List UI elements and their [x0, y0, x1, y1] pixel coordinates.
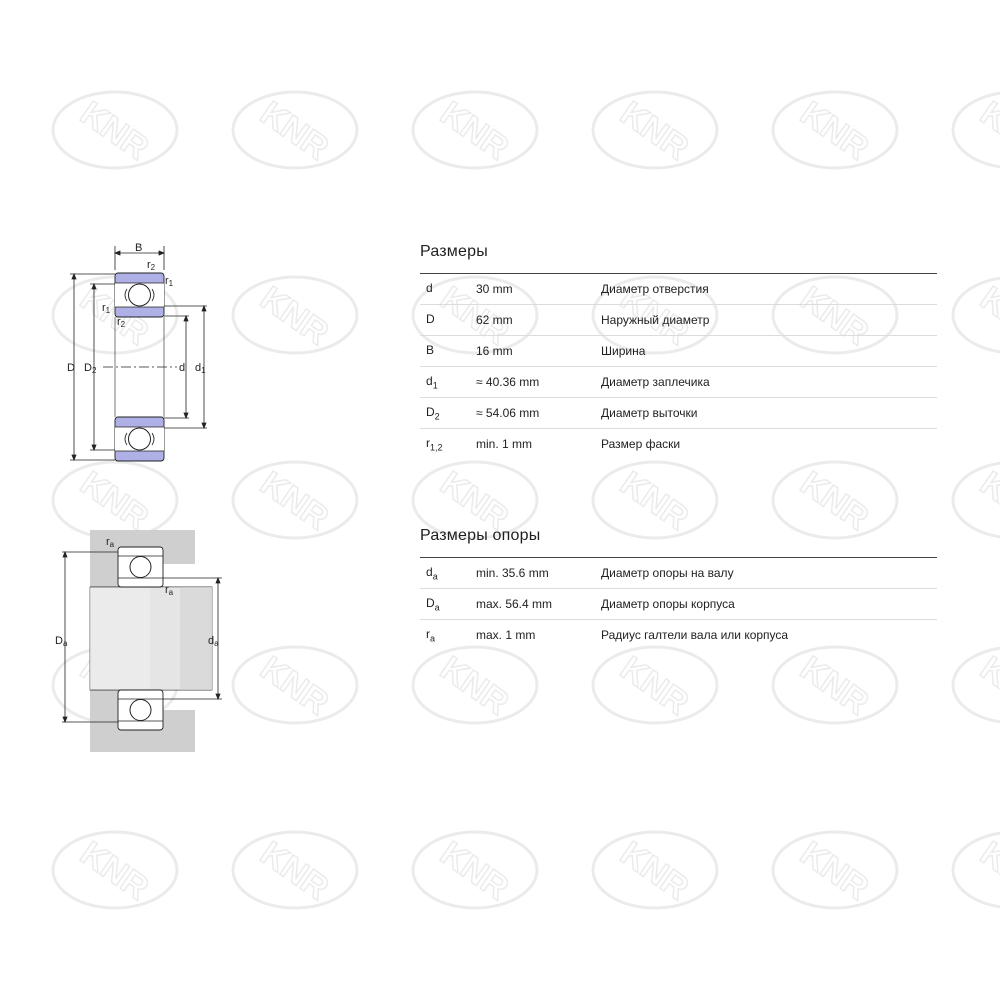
abutment-table [420, 557, 937, 651]
label-D: D [67, 362, 75, 374]
row-symbol: $D_a$ [420, 589, 476, 620]
row-symbol: $D_2$ [420, 398, 476, 429]
row-value: ≈ 40.36 mm [476, 367, 601, 398]
row-symbol: $d_a$ [420, 558, 476, 589]
row-value: max. 1 mm [476, 628, 536, 643]
table-row [420, 274, 937, 305]
row-value: 62 mm [476, 305, 601, 336]
table-row [420, 336, 937, 367]
label-d: d [179, 362, 186, 374]
row-description: Диаметр опоры на валу [601, 558, 937, 589]
label-r1-top: r1 [165, 275, 174, 288]
label-B: B [135, 242, 143, 254]
label-r1-side: r1 [102, 302, 111, 315]
abutment-diagram [50, 525, 250, 760]
label-D2: D2 [84, 362, 97, 375]
label-ra-top: ra [106, 536, 115, 549]
table-row [420, 620, 937, 651]
bearing-bottom-section [115, 417, 164, 461]
abutment-title: Размеры опоры [420, 527, 541, 544]
bearing-cross-section-diagram [55, 240, 235, 470]
row-description: Диаметр заплечика [601, 367, 937, 398]
bearing-top-section [115, 273, 164, 317]
label-da: da [208, 635, 219, 648]
dimensions-table [420, 273, 937, 460]
row-symbol: $d_1$ [420, 367, 476, 398]
table-row [420, 558, 937, 589]
label-d1: d1 [195, 362, 206, 375]
dimensions-section [420, 243, 937, 460]
table-row [420, 398, 937, 429]
row-symbol: $r_{1,2}$ [426, 436, 443, 453]
label-r2-side: r2 [117, 316, 126, 329]
row-symbol: B [420, 336, 476, 367]
row-description: Ширина [601, 336, 937, 367]
row-description: Диаметр выточки [601, 398, 937, 429]
table-row [420, 305, 937, 336]
label-r2-top: r2 [147, 259, 156, 272]
table-row [420, 367, 937, 398]
row-value: min. 1 mm [476, 437, 533, 452]
row-description: Радиус галтели вала или корпуса [601, 628, 789, 643]
row-description: Наружный диаметр [601, 305, 937, 336]
label-ra-right: ra [165, 584, 174, 597]
row-value: 30 mm [476, 274, 601, 305]
table-row [420, 589, 937, 620]
table-row [420, 429, 937, 460]
row-value: max. 56.4 mm [476, 589, 601, 620]
row-symbol: $r_a$ [426, 627, 436, 644]
row-description: Размер фаски [601, 437, 681, 452]
row-value: 16 mm [476, 336, 601, 367]
row-value: min. 35.6 mm [476, 558, 601, 589]
abutment-section [420, 527, 937, 651]
row-description: Диаметр опоры корпуса [601, 589, 937, 620]
label-Da: Da [55, 635, 68, 648]
row-description: Диаметр отверстия [601, 274, 937, 305]
row-value: ≈ 54.06 mm [476, 398, 601, 429]
dimensions-title: Размеры [420, 243, 488, 260]
row-symbol: D [420, 305, 476, 336]
row-symbol: d [420, 274, 476, 305]
